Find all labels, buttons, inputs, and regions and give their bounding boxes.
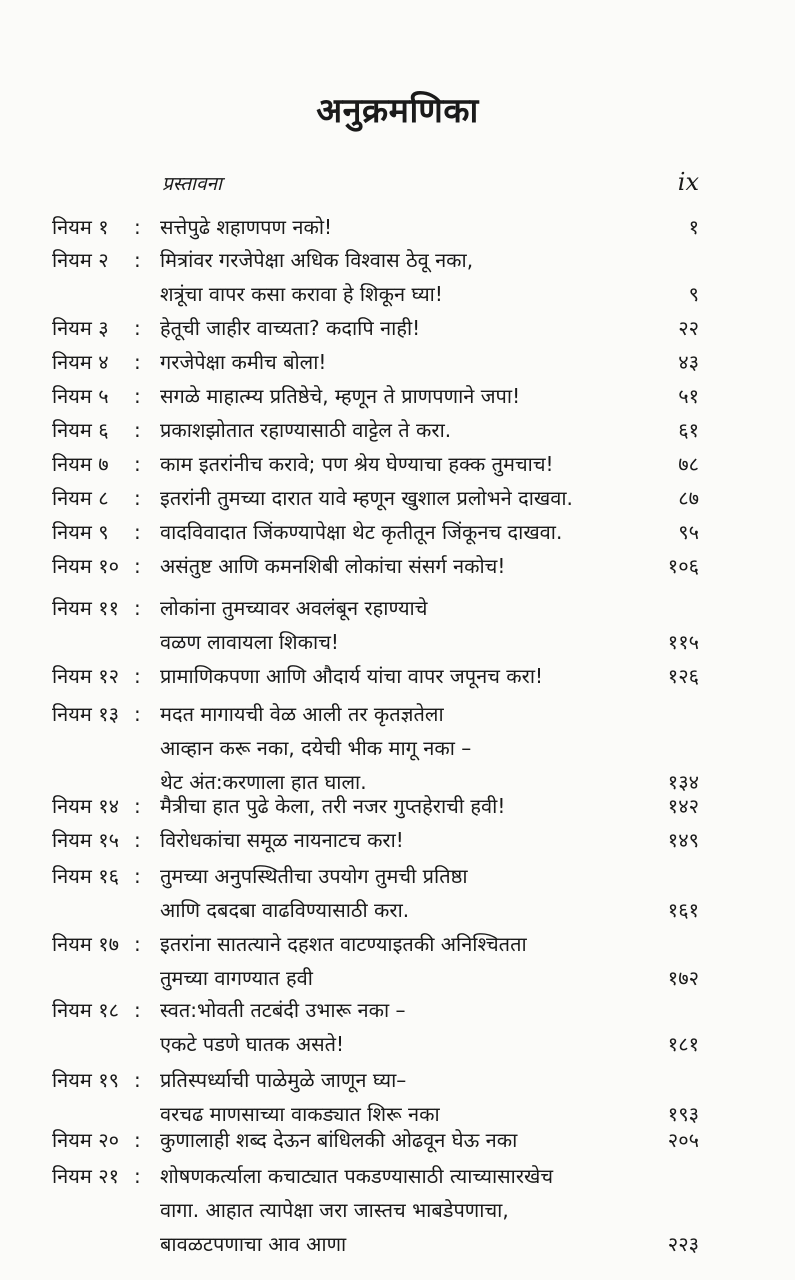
rule-title-line: वरचढ माणसाच्या वाकड्यात शिरू नका xyxy=(160,1102,440,1126)
rule-number: नियम ८ xyxy=(52,486,109,510)
rule-separator: : xyxy=(134,248,141,272)
rule-title-line: सगळे माहात्म्य प्रतिष्ठेचे, म्हणून ते प्राणपणाने जपा! xyxy=(160,384,521,408)
rule-separator: : xyxy=(134,316,141,340)
rule-number: नियम १६ xyxy=(52,864,119,888)
rule-separator: : xyxy=(134,864,141,888)
rule-title-line: वळण लावायला शिकाच! xyxy=(160,630,339,654)
rule-separator: : xyxy=(134,452,141,476)
rule-title-line: तुमच्या वागण्यात हवी xyxy=(160,966,313,990)
rule-separator: : xyxy=(134,998,141,1022)
rule-title-line: बावळटपणाचा आव आणा xyxy=(160,1232,347,1256)
rule-title-line: मैत्रीचा हात पुढे केला, तरी नजर गुप्तहेराची हवी! xyxy=(160,794,506,818)
intro-label: प्रस्तावना xyxy=(162,173,222,195)
rule-title-line: तुमच्या अनुपस्थितीचा उपयोग तुमची प्रतिष्ठा xyxy=(160,864,468,888)
page-number: ११५ xyxy=(667,630,699,654)
rule-title-line: इतरांनी तुमच्या दारात यावे म्हणून खुशाल प्रलोभने दाखवा. xyxy=(160,486,573,510)
rule-number: नियम १ xyxy=(52,215,109,239)
rule-title-line: स्वत:भोवती तटबंदी उभारू नका – xyxy=(160,998,406,1022)
rule-separator: : xyxy=(134,486,141,510)
rule-title-line: मदत मागायची वेळ आली तर कृतज्ञतेला xyxy=(160,702,444,726)
rule-title-line: विरोधकांचा समूळ नायनाटच करा! xyxy=(160,828,404,852)
rule-number: नियम १० xyxy=(52,554,119,578)
page-number: २२ xyxy=(678,316,699,340)
rule-number: नियम २० xyxy=(52,1128,119,1152)
rule-separator: : xyxy=(134,702,141,726)
rule-separator: : xyxy=(134,418,141,442)
rule-separator: : xyxy=(134,1164,141,1188)
page-number: १६१ xyxy=(667,898,699,922)
rule-title-line: हेतूची जाहीर वाच्यता? कदापि नाही! xyxy=(160,316,421,340)
rule-separator: : xyxy=(134,1128,141,1152)
rule-separator: : xyxy=(134,794,141,818)
page-number: ४३ xyxy=(678,350,699,374)
rule-separator: : xyxy=(134,554,141,578)
page-number: १३४ xyxy=(667,770,699,794)
rule-separator: : xyxy=(134,215,141,239)
rule-title-line: शोषणकर्त्याला कचाट्यात पकडण्यासाठी त्याच्यासारखेच xyxy=(160,1164,554,1188)
page-title: अनुक्रमणिका xyxy=(316,91,479,131)
rule-title-line: आव्हान करू नका, दयेची भीक मागू नका – xyxy=(160,736,472,760)
rule-number: नियम ६ xyxy=(52,418,109,442)
rule-title-line: सत्तेपुढे शहाणपण नको! xyxy=(160,215,333,239)
rule-number: नियम ७ xyxy=(52,452,109,476)
page-number: १९३ xyxy=(667,1102,699,1126)
page-number: १४२ xyxy=(667,794,699,818)
rule-number: नियम २ xyxy=(52,248,109,272)
rule-number: नियम १९ xyxy=(52,1068,119,1092)
page-number: १०६ xyxy=(667,554,699,578)
rule-separator: : xyxy=(134,384,141,408)
page-number: १ xyxy=(688,215,699,239)
rule-title-line: मित्रांवर गरजेपेक्षा अधिक विश्वास ठेवू नका, xyxy=(160,248,474,272)
rule-number: नियम ९ xyxy=(52,520,109,544)
page-number: ६१ xyxy=(678,418,699,442)
rule-title-line: आणि दबदबा वाढविण्यासाठी करा. xyxy=(160,898,410,922)
rule-separator: : xyxy=(134,828,141,852)
rule-number: नियम १७ xyxy=(52,932,119,956)
rule-number: नियम १२ xyxy=(52,664,119,688)
rule-title-line: प्रकाशझोतात रहाण्यासाठी वाट्टेल ते करा. xyxy=(160,418,452,442)
page-number: ९५ xyxy=(678,520,699,544)
intro-page-number: ix xyxy=(677,168,699,196)
rule-title-line: कुणालाही शब्द देऊन बांधिलकी ओढवून घेऊ नका xyxy=(160,1128,518,1152)
page-number: १७२ xyxy=(667,966,699,990)
rule-number: नियम ५ xyxy=(52,384,109,408)
page-number: ८७ xyxy=(678,486,699,510)
rule-number: नियम ४ xyxy=(52,350,109,374)
page-number: २०५ xyxy=(667,1128,699,1152)
page-number: ७८ xyxy=(678,452,699,476)
rule-title-line: लोकांना तुमच्यावर अवलंबून रहाण्याचे xyxy=(160,596,428,620)
page-number: १४९ xyxy=(667,828,699,852)
page-number: ९ xyxy=(688,282,699,306)
rule-title-line: थेट अंत:करणाला हात घाला. xyxy=(160,770,367,794)
rule-title-line: शत्रूंचा वापर कसा करावा हे शिकून घ्या! xyxy=(160,282,443,306)
rule-separator: : xyxy=(134,520,141,544)
page-number: २२३ xyxy=(667,1232,699,1256)
page-number: ५१ xyxy=(678,384,699,408)
rule-title-line: इतरांना सातत्याने दहशत वाटण्याइतकी अनिश्चितता xyxy=(160,932,527,956)
rule-number: नियम ३ xyxy=(52,316,109,340)
rule-title-line: गरजेपेक्षा कमीच बोला! xyxy=(160,350,327,374)
rule-title-line: वादविवादात जिंकण्यापेक्षा थेट कृतीतून जिंकूनच दाखवा. xyxy=(160,520,563,544)
rule-title-line: वागा. आहात त्यापेक्षा जरा जास्तच भाबडेपणाचा, xyxy=(160,1198,509,1222)
rule-number: नियम १८ xyxy=(52,998,119,1022)
rule-separator: : xyxy=(134,932,141,956)
rule-title-line: प्रतिस्पर्ध्याची पाळेमुळे जाणून घ्या– xyxy=(160,1068,407,1092)
rule-separator: : xyxy=(134,664,141,688)
rule-title-line: प्रामाणिकपणा आणि औदार्य यांचा वापर जपूनच करा! xyxy=(160,664,544,688)
rule-title-line: काम इतरांनीच करावे; पण श्रेय घेण्याचा हक्क तुमचाच! xyxy=(160,452,554,476)
page-number: १८१ xyxy=(667,1032,699,1056)
rule-number: नियम ११ xyxy=(52,596,119,620)
rule-title-line: एकटे पडणे घातक असते! xyxy=(160,1032,345,1056)
page-number: १२६ xyxy=(667,664,699,688)
rule-separator: : xyxy=(134,1068,141,1092)
rule-number: नियम १५ xyxy=(52,828,119,852)
rule-separator: : xyxy=(134,596,141,620)
rule-number: नियम १४ xyxy=(52,794,119,818)
rule-title-line: असंतुष्ट आणि कमनशिबी लोकांचा संसर्ग नकोच! xyxy=(160,554,506,578)
rule-number: नियम १३ xyxy=(52,702,119,726)
rule-separator: : xyxy=(134,350,141,374)
rule-number: नियम २१ xyxy=(52,1164,119,1188)
